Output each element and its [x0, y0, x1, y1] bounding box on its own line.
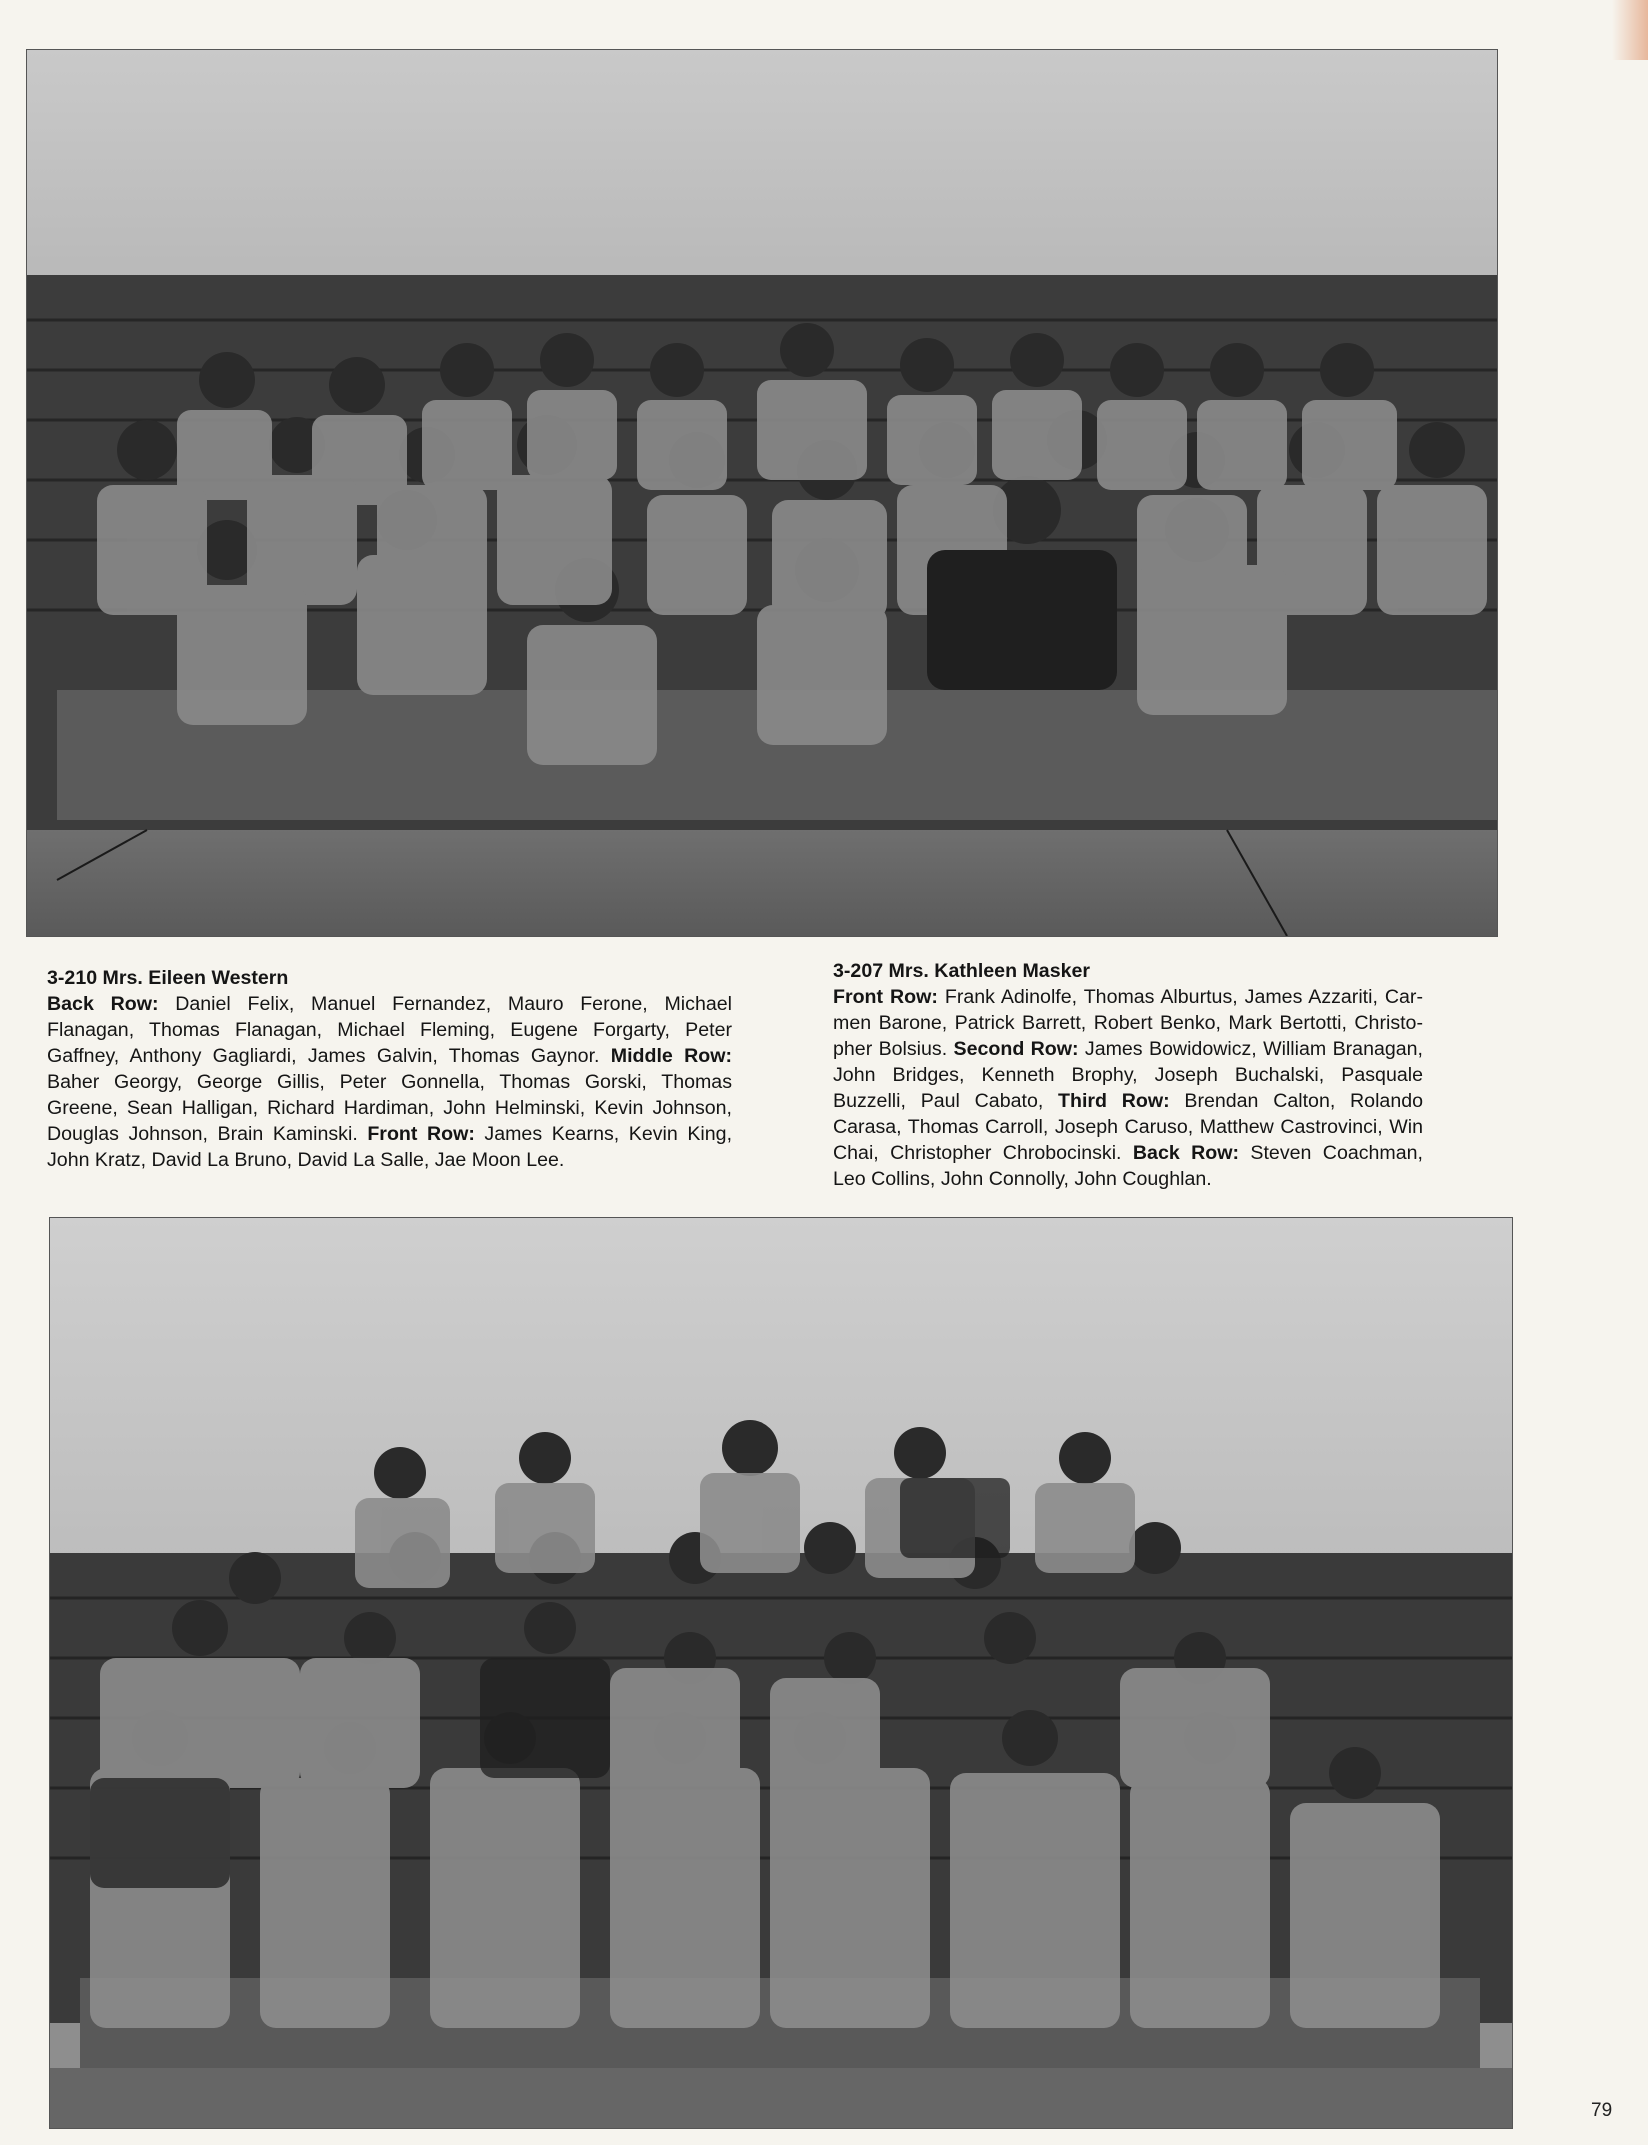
caption-title: 3-210 Mrs. Eileen Western — [47, 967, 289, 989]
class-photo-3-210 — [27, 50, 1497, 936]
row-label: Third Row: — [1058, 1090, 1170, 1112]
row-label: Front Row: — [367, 1123, 475, 1145]
page-number: 79 — [1591, 2100, 1613, 2121]
caption-3-207 — [833, 958, 1423, 1192]
row-label: Back Row: — [47, 993, 159, 1015]
row-names: Brendan Calton, Rolando Carasa, Thomas Carroll, Joseph Caruso, Matthew Castrovinci, Win Chai, Christopher Chrobocinski. — [833, 1090, 1424, 1164]
row-label: Middle Row: — [610, 1045, 732, 1067]
group-photo-icon — [27, 50, 1497, 936]
row-names: Daniel Felix, Manuel Fernandez, Mauro Ferone, Michael Flanagan, Thomas Flanagan, Michael Fleming, Eugene Forgarty, Peter Gaffney, Anthony Gagliardi, James Galvin, Thomas Gaynor. — [47, 993, 732, 1067]
caption-3-210 — [47, 965, 732, 1173]
row-label: Second Row: — [953, 1038, 1079, 1060]
class-photo-3-207 — [50, 1218, 1512, 2128]
row-label: Back Row: — [1132, 1142, 1240, 1164]
group-photo-icon — [50, 1218, 1512, 2128]
page-corner-shading — [1612, 0, 1648, 60]
row-names: Steven Coachman, Leo Collins, John Connolly, John Coughlan. — [833, 1142, 1423, 1190]
caption-title: 3-207 Mrs. Kathleen Masker — [833, 960, 1091, 982]
row-names: James Kearns, Kevin King, John Kratz, David La Bruno, David La Salle, Jae Moon Lee. — [47, 1123, 733, 1171]
row-label: Front Row: — [833, 986, 938, 1008]
row-names: Baher Georgy, George Gillis, Peter Gonnella, Thomas Gorski, Thomas Greene, Sean Halligan, Richard Hardiman, John Helminski, Kevin Johnson, Douglas Johnson, Brain Kaminski. — [47, 1071, 732, 1145]
row-names: James Bowidowicz, William Branagan, John Bridges, Kenneth Brophy, Joseph Buchalski, Pasquale Buzzelli, Paul Cabato, — [833, 1038, 1423, 1112]
row-names: Frank Adinolfe, Thomas Alburtus, James Azzariti, Carmen Barone, Patrick Barrett, Robert Benko, Mark Bertotti, Christopher Bolsius. — [833, 986, 1423, 1060]
